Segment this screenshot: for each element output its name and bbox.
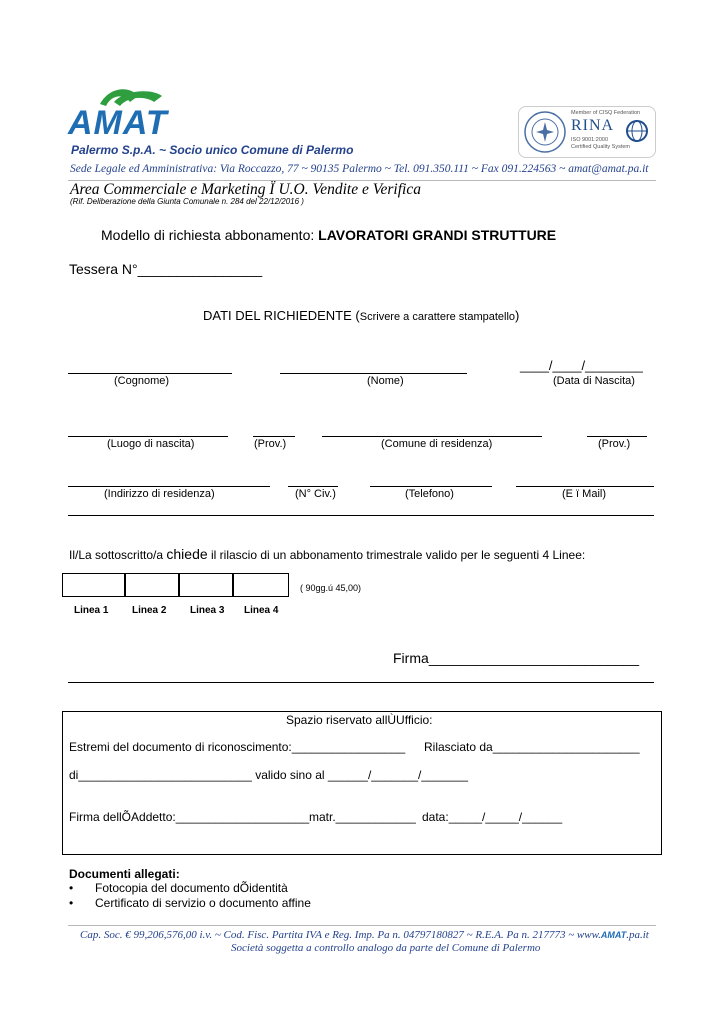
attachments-title: Documenti allegati:: [69, 867, 180, 881]
form-title-bold: LAVORATORI GRANDI STRUTTURE: [318, 227, 557, 243]
rina-seal-icon: [523, 110, 567, 154]
telefono-input-line[interactable]: [370, 486, 492, 487]
footer-legal: [80, 929, 649, 941]
area-title: Area Commerciale e Marketing Ï U.O. Vendite e Verifica: [70, 181, 421, 198]
request-text-a: Il/La sottoscritto/a: [69, 548, 167, 562]
linea-2-box[interactable]: [124, 573, 180, 597]
footer-domain: .pa.it: [626, 929, 649, 941]
logo-text: AMAT: [68, 104, 168, 142]
linea-1-box[interactable]: [62, 573, 126, 597]
section-title: [203, 308, 519, 323]
address-line: Sede Legale ed Amministrativa: Via Roccazzo, 77 ~ 90135 Palermo ~ Tel. 091.350.111 ~ Fax 091.224563 ~ amat@amat.pa.it: [70, 163, 649, 175]
linea-3-box[interactable]: [178, 573, 234, 597]
matr-field[interactable]: matr.____________: [309, 810, 416, 824]
footer-brand: AMAT: [600, 930, 627, 940]
comune-residenza-input-line[interactable]: [322, 436, 542, 437]
quality-globe-icon: [625, 119, 649, 143]
form-title: [101, 227, 556, 243]
bullet-icon: •: [69, 881, 74, 895]
linea-2-label: Linea 2: [132, 605, 167, 616]
attachment-item: [69, 896, 311, 910]
prov2-label: (Prov.): [598, 438, 631, 450]
firma-addetto-field[interactable]: Firma dellÕAddetto:____________________: [69, 810, 310, 824]
request-text-chiede: chiede: [166, 546, 208, 562]
document-id-field[interactable]: Estremi del documento di riconoscimento:_________________: [69, 740, 406, 754]
nome-label: (Nome): [367, 375, 404, 387]
valid-until-field[interactable]: di__________________________ valido sino al ______/_______/_______: [69, 768, 469, 782]
amat-logo: [66, 84, 176, 146]
indirizzo-input-line[interactable]: [68, 486, 270, 487]
rina-certification-badge: [518, 106, 656, 158]
linea-4-label: Linea 4: [244, 605, 279, 616]
cognome-input-line[interactable]: [68, 373, 232, 374]
telefono-label: (Telefono): [405, 488, 454, 500]
luogo-nascita-label: (Luogo di nascita): [107, 438, 195, 450]
extra-input-line[interactable]: [68, 515, 654, 516]
office-title: Spazio riservato allÙUfficio:: [286, 713, 433, 727]
signature-extra-line: [68, 682, 654, 683]
request-text-c: il rilascio di un abbonamento trimestrale valido per le seguenti 4 Linee:: [207, 548, 586, 562]
deliberation-reference: (Rif. Deliberazione della Giunta Comunale n. 284 del 22/12/2016 ): [70, 197, 304, 206]
tessera-field[interactable]: Tessera N°________________: [69, 261, 263, 277]
email-input-line[interactable]: [516, 486, 654, 487]
attachment-item-label: Certificato di servizio o documento affine: [95, 896, 311, 910]
nome-input-line[interactable]: [280, 373, 467, 374]
form-title-prefix: Modello di richiesta abbonamento:: [101, 227, 319, 243]
linea-3-label: Linea 3: [190, 605, 225, 616]
data-nascita-label: (Data di Nascita): [553, 375, 635, 387]
data-nascita-input[interactable]: ____/____/________: [520, 358, 643, 373]
comune-residenza-label: (Comune di residenza): [381, 438, 493, 450]
rilasciato-field[interactable]: Rilasciato da______________________: [424, 740, 640, 754]
linea-1-label: Linea 1: [74, 605, 109, 616]
prov1-input-line[interactable]: [253, 436, 295, 437]
section-title-note: Scrivere a carattere stampatello: [359, 311, 516, 323]
price-note: ( 90gg.ú 45,00): [300, 583, 362, 593]
luogo-nascita-input-line[interactable]: [68, 436, 228, 437]
office-reserved-box: [62, 711, 662, 855]
company-line: Palermo S.p.A. ~ Socio unico Comune di Palermo: [71, 143, 354, 157]
attachment-item-label: Fotocopia del documento dÕidentità: [95, 881, 288, 895]
footer-control-note: Società soggetta a controllo analogo da parte del Comune di Palermo: [231, 942, 541, 954]
request-text: [69, 546, 585, 562]
cert-brand: RINA: [571, 117, 615, 134]
section-title-label: DATI DEL RICHIEDENTE (: [203, 308, 360, 323]
cert-system: Certified Quality System: [571, 144, 630, 150]
email-label: (E ï Mail): [562, 488, 606, 500]
indirizzo-label: (Indirizzo di residenza): [104, 488, 215, 500]
civico-label: (N° Civ.): [295, 488, 336, 500]
bullet-icon: •: [69, 896, 74, 910]
cert-member-text: Member of CISQ Federation: [571, 110, 641, 116]
signature-field[interactable]: Firma___________________________: [393, 650, 639, 666]
civico-input-line[interactable]: [288, 486, 338, 487]
cognome-label: (Cognome): [114, 375, 170, 387]
data-field[interactable]: data:_____/_____/______: [422, 810, 563, 824]
cert-iso: ISO 9001:2000: [571, 137, 609, 143]
attachment-item: [69, 881, 288, 895]
footer-legal-text: Cap. Soc. € 99,206,576,00 i.v. ~ Cod. Fisc. Partita IVA e Reg. Imp. Pa n. 04797180827 ~ R.E.A. Pa n. 217773 ~ www.: [80, 929, 601, 941]
footer-divider: [68, 925, 656, 926]
linea-4-box[interactable]: [232, 573, 289, 597]
section-title-close: ): [515, 308, 520, 323]
prov1-label: (Prov.): [254, 438, 287, 450]
prov2-input-line[interactable]: [587, 436, 647, 437]
